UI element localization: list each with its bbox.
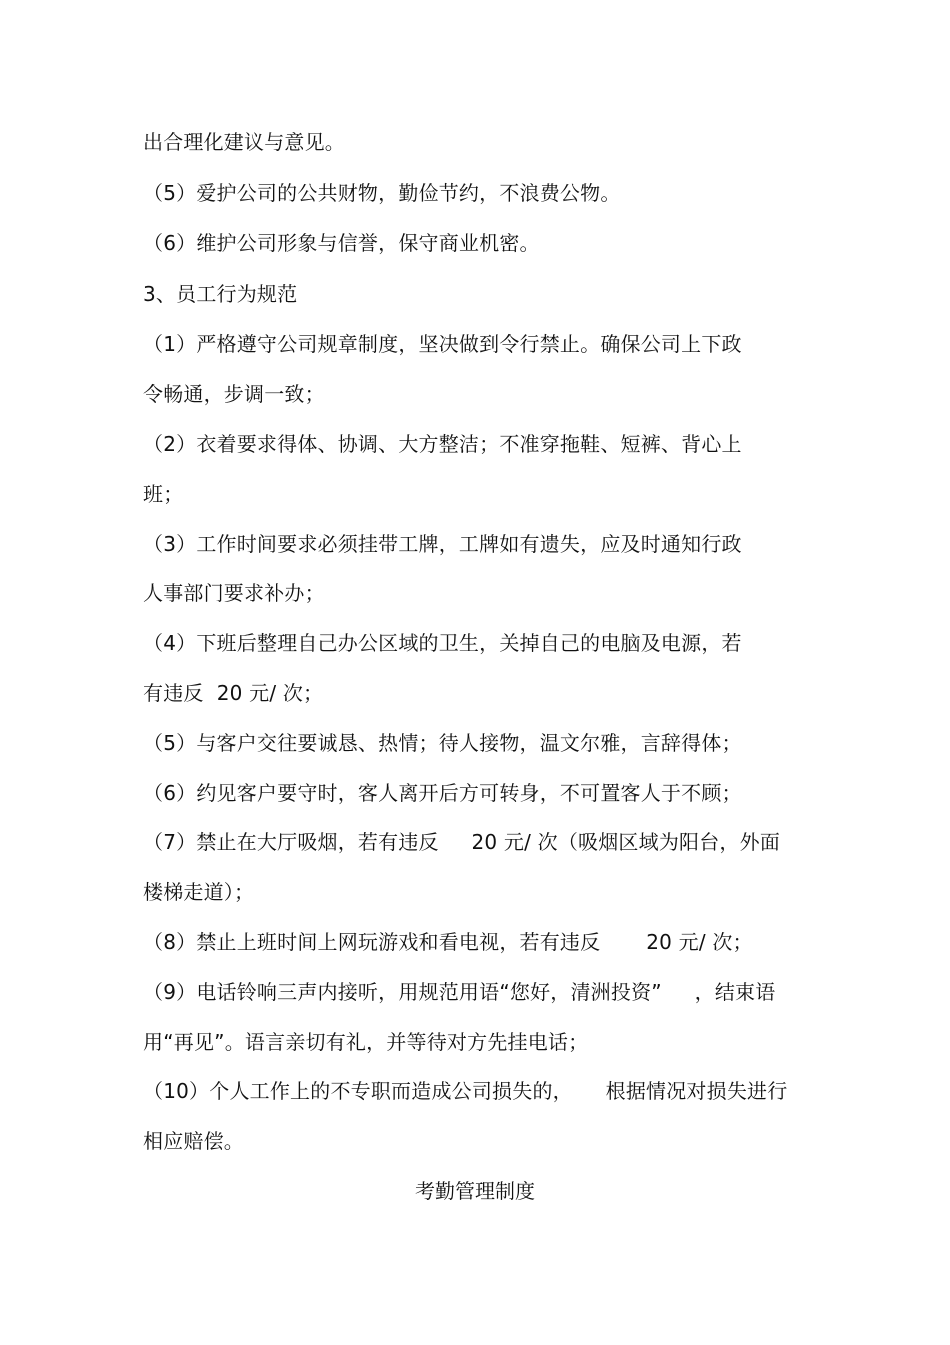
text-line: 有违反 20 元/ 次； bbox=[143, 681, 324, 705]
text-line: （1）严格遵守公司规章制度，坚决做到令行禁止。确保公司上下政 bbox=[143, 332, 742, 356]
text-line: （5）与客户交往要诚恳、热情；待人接物，温文尔雅，言辞得体； bbox=[143, 731, 742, 755]
text-line: （2）衣着要求得体、协调、大方整洁；不准穿拖鞋、短裤、背心上 bbox=[143, 432, 742, 456]
text-line: （6）约见客户要守时，客人离开后方可转身，不可置客人于不顾； bbox=[143, 781, 742, 805]
text-line: 楼梯走道）； bbox=[143, 880, 255, 904]
text-line: 相应赔偿。 bbox=[143, 1129, 244, 1153]
text-line: （3）工作时间要求必须挂带工牌，工牌如有遗失，应及时通知行政 bbox=[143, 532, 742, 556]
text-line: （8）禁止上班时间上网玩游戏和看电视，若有违反 20 元/ 次； bbox=[143, 930, 753, 954]
text-line: 人事部门要求补办； bbox=[143, 581, 325, 605]
text-line: 班； bbox=[143, 482, 184, 506]
text-line: （5）爱护公司的公共财物，勤俭节约，不浪费公物。 bbox=[143, 181, 621, 205]
text-line: 令畅通，步调一致； bbox=[143, 382, 325, 406]
text-line: （9）电话铃响三声内接听，用规范用语“您好，清洲投资” ，结束语 bbox=[143, 980, 776, 1004]
text-line: 用“再见”。语言亲切有礼，并等待对方先挂电话； bbox=[143, 1030, 589, 1054]
text-line: （7）禁止在大厅吸烟，若有违反 20 元/ 次（吸烟区域为阳台，外面 bbox=[143, 830, 781, 854]
text-line: （10）个人工作上的不专职而造成公司损失的， 根据情况对损失进行 bbox=[143, 1079, 788, 1103]
text-line: （4）下班后整理自己办公区域的卫生，关掉自己的电脑及电源，若 bbox=[143, 631, 742, 655]
section-heading: 3、员工行为规范 bbox=[143, 282, 298, 306]
section-title: 考勤管理制度 bbox=[415, 1179, 535, 1203]
text-line: 出合理化建议与意见。 bbox=[143, 130, 345, 154]
text-line: （6）维护公司形象与信誉，保守商业机密。 bbox=[143, 231, 540, 255]
